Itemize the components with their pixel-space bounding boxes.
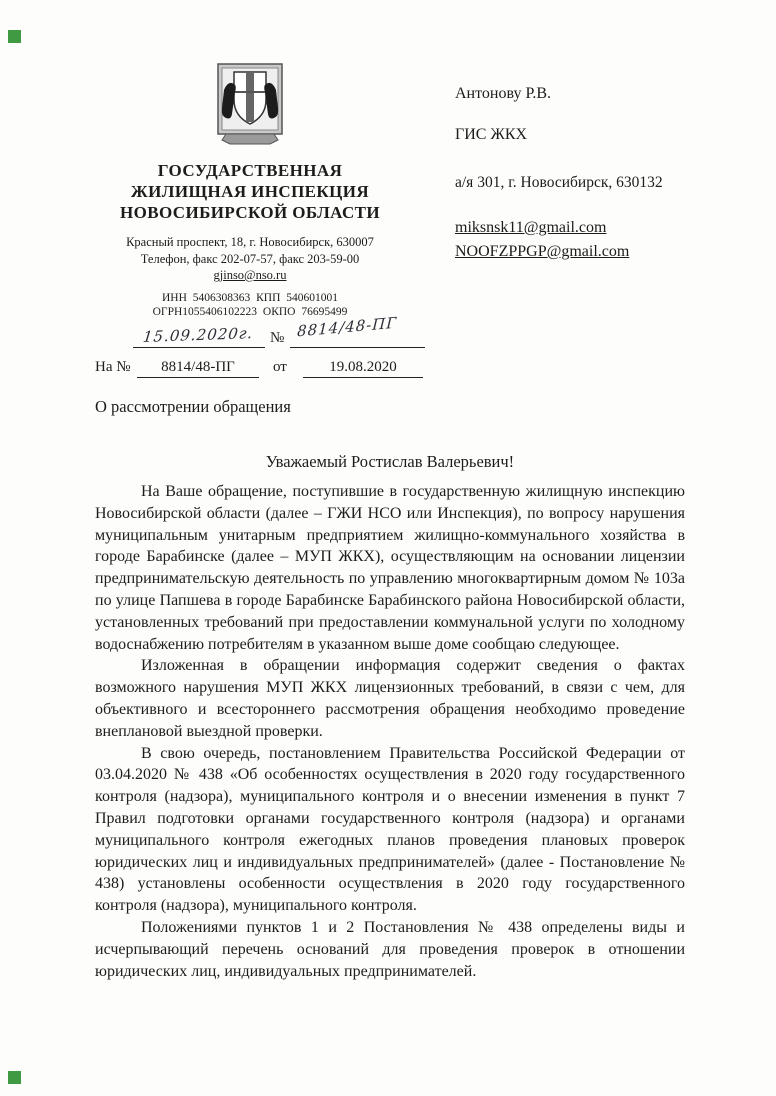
number-sign: № <box>270 330 285 346</box>
salutation: Уважаемый Ростислав Валерьевич! <box>265 452 515 471</box>
outgoing-date-underline <box>133 347 265 348</box>
letterhead-phones: Телефон, факс 202-07-57, факс 203-59-00 <box>140 251 360 266</box>
from-label: от <box>273 359 287 375</box>
letterhead-contact-block <box>75 234 425 284</box>
subject-line: О рассмотрении обращения <box>95 397 291 416</box>
reference-block <box>95 313 435 388</box>
organization-name <box>75 160 425 223</box>
reply-to-number: 8814/48-ПГ <box>137 359 259 378</box>
body-paragraph-1: На Ваше обращение, поступившие в государственную жилищную инспекцию Новосибирской области (далее – ГЖИ НСО или Инспекция), по вопросу нарушения муниципальным унитарным предприятием жилищно-коммунального хозяйства в городе Барабинске (далее – МУП ЖКХ), осуществляющим на основании лицензии предпринимательскую деятельность по управлению многоквартирным домом № 103а по улице Папшева в городе Барабинске Барабинского района Новосибирской области, установленных требований при предоставлении коммунальной услуги по холодному водоснабжению потребителям в указанном выше доме сообщаю следующее. <box>95 483 685 653</box>
recipient-email-primary: miksnsk11@gmail.com <box>455 219 607 236</box>
recipient-block <box>455 84 720 261</box>
body-paragraph-3: В свою очередь, постановлением Правительства Российской Федерации от 03.04.2020 № 438 «Об особенностях осуществления в 2020 году государственного контроля (надзора), муниципального контроля и о внесении изменения в пункт 7 Правил подготовки органами государственного контроля (надзора) и органами муниципального контроля ежегодных планов проведения плановых проверок юридических лиц и индивидуальных предпринимателей» (далее - Постановление № 438) установлены особенности осуществления в 2020 году государственного контроля (надзора), муниципального контроля. <box>95 744 685 915</box>
org-name-line-1: ГОСУДАРСТВЕННАЯ <box>157 161 343 180</box>
outgoing-number-underline <box>290 347 425 348</box>
body-paragraph-4: Положениями пунктов 1 и 2 Постановления № 438 определены виды и исчерпывающий перечень оснований для проведения проверок в отношении юридических лиц, индивидуальных предпринимателей. <box>95 918 685 980</box>
letter-body <box>95 481 685 982</box>
scan-registration-mark-top <box>8 30 21 43</box>
letterhead-inn-kpp: ИНН 5406308363 КПП 540601001 <box>161 291 339 304</box>
recipient-name: Антонову Р.В. <box>455 85 552 102</box>
letterhead-ogrn-okpo: ОГРН1055406102223 ОКПО 76695499 <box>152 305 348 318</box>
org-name-line-2: ЖИЛИЩНАЯ ИНСПЕКЦИЯ <box>130 182 370 201</box>
letterhead <box>75 62 425 319</box>
org-name-line-3: НОВОСИБИРСКОЙ ОБЛАСТИ <box>119 203 381 222</box>
letterhead-email: gjinso@nso.ru <box>213 268 287 282</box>
recipient-email-secondary: NOOFZPPGP@gmail.com <box>455 243 630 260</box>
recipient-organization: ГИС ЖКХ <box>455 126 528 143</box>
letterhead-address: Красный проспект, 18, г. Новосибирск, 630007 <box>126 235 374 249</box>
recipient-address: а/я 301, г. Новосибирск, 630132 <box>455 174 663 191</box>
handwritten-outgoing-number: 8814/48-ПГ <box>296 313 398 341</box>
reply-to-label: На № <box>95 359 131 375</box>
letterhead-registry-block <box>75 291 425 319</box>
reply-to-date: 19.08.2020 <box>303 359 423 378</box>
scan-registration-mark-bottom <box>8 1071 21 1084</box>
coat-of-arms-icon <box>216 62 284 146</box>
body-paragraph-2: Изложенная в обращении информация содержит сведения о фактах возможного нарушения МУП ЖКХ лицензионных требований, в связи с чем, для объективного и всестороннего рассмотрения обращения необходимо проведение внеплановой выездной проверки. <box>95 657 685 740</box>
handwritten-outgoing-date: 15.09.2020г. <box>142 324 255 346</box>
